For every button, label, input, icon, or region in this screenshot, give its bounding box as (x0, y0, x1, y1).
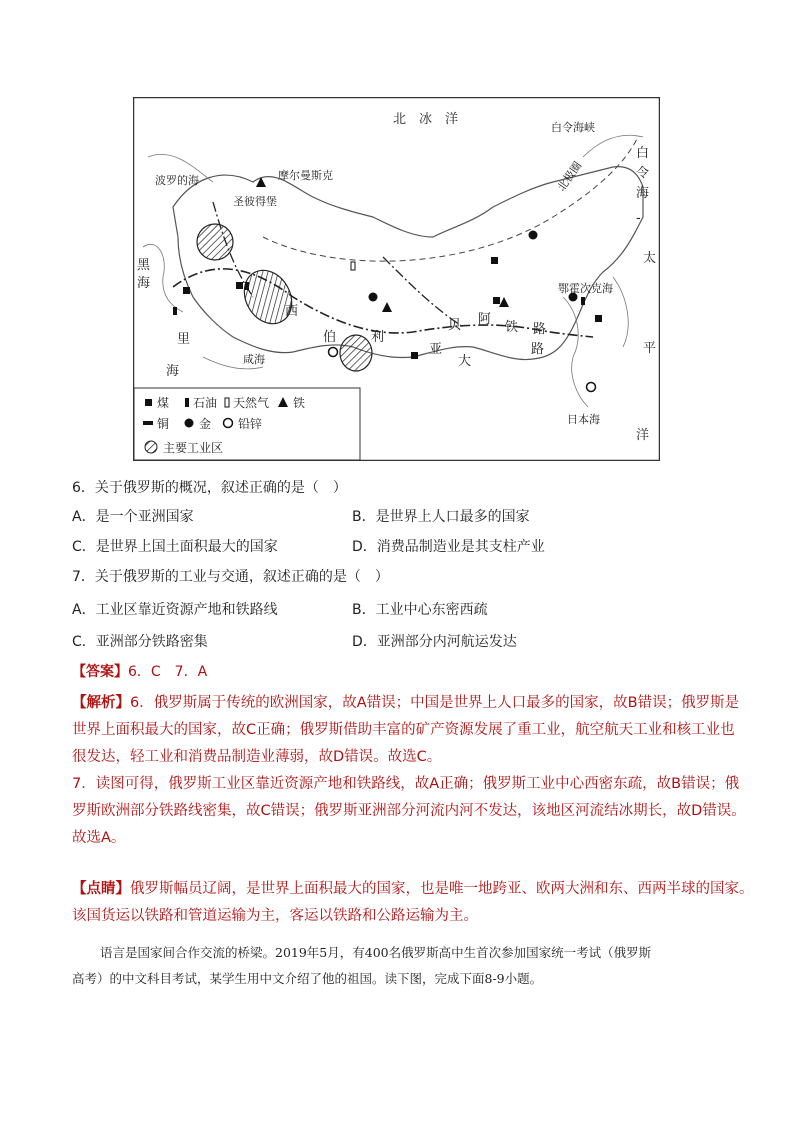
comment-tag: 【点睛】 (72, 881, 130, 897)
label-bering-sea: 白 (636, 146, 650, 161)
label-pacific: 平 (643, 341, 657, 356)
legend-gold: 金 (199, 417, 212, 431)
label-baikal-amur: 铁 (505, 320, 519, 335)
label-black-sea: 黑 (137, 258, 151, 273)
comment-line: 俄罗斯幅员辽阔，是世界上面积最大的国家，也是唯一地跨亚、欧两大洲和东、西两半球的国家。 (130, 881, 754, 897)
q7-option-c: C．亚洲部分铁路密集 (72, 634, 208, 650)
label-black-sea: 海 (137, 276, 151, 291)
legend-leadzinc: 铅锌 (238, 417, 263, 431)
label-arctic-ocean: 北 冰 洋 (393, 112, 459, 127)
q6-option-c: C．是世界上国土面积最大的国家 (72, 539, 278, 555)
label-siberia: 亚 (429, 342, 443, 357)
coal-marker (491, 257, 498, 264)
oil-marker (581, 297, 585, 305)
label-arctic-circle: 北极圈 (554, 159, 585, 194)
coal-marker (411, 352, 418, 359)
legend-coal: 煤 (157, 396, 170, 410)
comment-line: 该国货运以铁路和管道运输为主，客运以铁路和公路运输为主。 (72, 908, 478, 924)
label-bering-sea: 海 (636, 186, 650, 201)
intro-line: 语言是国家间合作交流的桥梁。2019年5月，有400名俄罗斯高中生首次参加国家统一考试（俄罗斯 (100, 945, 652, 960)
legend-oil: 石油 (193, 396, 218, 410)
label-caspian-sea: 里 (177, 332, 191, 347)
label-st-petersburg: 圣彼得堡 (233, 195, 277, 208)
legend-iron: 铁 (293, 396, 306, 410)
gold-marker (529, 231, 538, 240)
leadzinc-marker (587, 383, 596, 392)
label-japan-sea: 日本海 (567, 413, 600, 426)
legend-gas: 天然气 (233, 396, 270, 410)
intro-line: 高考）的中文科目考试，某学生用中文介绍了他的祖国。读下图，完成下面8-9小题。 (72, 971, 543, 986)
analysis-tag: 【解析】 (72, 695, 130, 711)
answer-line (72, 662, 207, 682)
label-baikal-amur: 贝 (448, 318, 462, 333)
q6-stem: 6．关于俄罗斯的概况，叙述正确的是（ ） (72, 480, 347, 496)
oil-marker (245, 282, 249, 290)
label-pacific: 洋 (636, 428, 650, 443)
next-section-intro (72, 940, 732, 992)
comment-block (72, 876, 754, 930)
label-baltic-sea: 波罗的海 (155, 174, 199, 187)
coal-marker (595, 315, 602, 322)
gold-marker (369, 293, 378, 302)
label-baikal-amur: 阿 (478, 312, 492, 327)
answer-text: 6．C 7．A (128, 664, 208, 680)
label-okhotsk-sea: 鄂霍次克海 (558, 282, 613, 295)
q7-option-d: D．亚洲部分内河航运发达 (352, 634, 517, 650)
coal-marker (236, 282, 243, 289)
q6-option-b: B．是世界上人口最多的国家 (352, 509, 530, 525)
coal-marker (183, 287, 190, 294)
answer-tag: 【答案】 (72, 664, 128, 680)
analysis-line: 6．俄罗斯属于传统的欧洲国家，故A错误；中国是世界上人口最多的国家，故B错误；俄罗斯是 (130, 695, 740, 711)
q6-option-a: A．是一个亚洲国家 (72, 509, 194, 525)
label-siberia: 西 (285, 304, 299, 319)
leadzinc-marker (329, 348, 338, 357)
label-siberia: 大 (458, 354, 472, 369)
analysis-line: 罗斯欧洲部分铁路线密集，故C错误；俄罗斯亚洲部分河流内河不发达，该地区河流结冰期长，故D错误。 (72, 803, 746, 819)
analysis-block (72, 690, 746, 852)
q6-option-d: D．消费品制造业是其支柱产业 (352, 539, 545, 555)
label-dash: - (636, 211, 641, 226)
legend-copper: 铜 (157, 417, 170, 431)
label-siberia: 利 (371, 330, 385, 345)
label-murmansk: 摩尔曼斯克 (278, 169, 333, 182)
label-bering-strait: 白令海峡 (551, 121, 595, 134)
label-bering-sea: 令 (636, 166, 650, 181)
label-pacific: 太 (643, 251, 657, 266)
label-siberia: 伯 (323, 330, 337, 345)
map-legend (134, 388, 360, 460)
label-caspian-sea: 海 (166, 364, 180, 379)
legend-industrial-zone: 主要工业区 (163, 441, 224, 455)
analysis-line: 故选A。 (72, 830, 126, 846)
coal-marker (493, 297, 500, 304)
analysis-line: 很发达，轻工业和消费品制造业薄弱，故D错误。故选C。 (72, 749, 442, 765)
label-aral-sea: 咸海 (243, 353, 265, 366)
oil-marker (173, 307, 177, 315)
label-baikal-amur: 路 (531, 342, 545, 357)
q7-option-b: B．工业中心东密西疏 (352, 602, 488, 618)
label-baikal-amur: 路 (533, 322, 547, 337)
q7-option-a: A．工业区靠近资源产地和铁路线 (72, 602, 278, 618)
q7-stem: 7．关于俄罗斯的工业与交通，叙述正确的是（ ） (72, 569, 389, 585)
gas-marker (351, 262, 355, 270)
analysis-line: 7．读图可得，俄罗斯工业区靠近资源产地和铁路线，故A正确；俄罗斯工业中心西密东疏，故B错误；俄 (72, 776, 740, 792)
russia-resource-map (133, 97, 660, 461)
analysis-line: 世界上面积最大的国家，故C正确；俄罗斯借助丰富的矿产资源发展了重工业，航空航天工业和核工业也 (72, 722, 735, 738)
